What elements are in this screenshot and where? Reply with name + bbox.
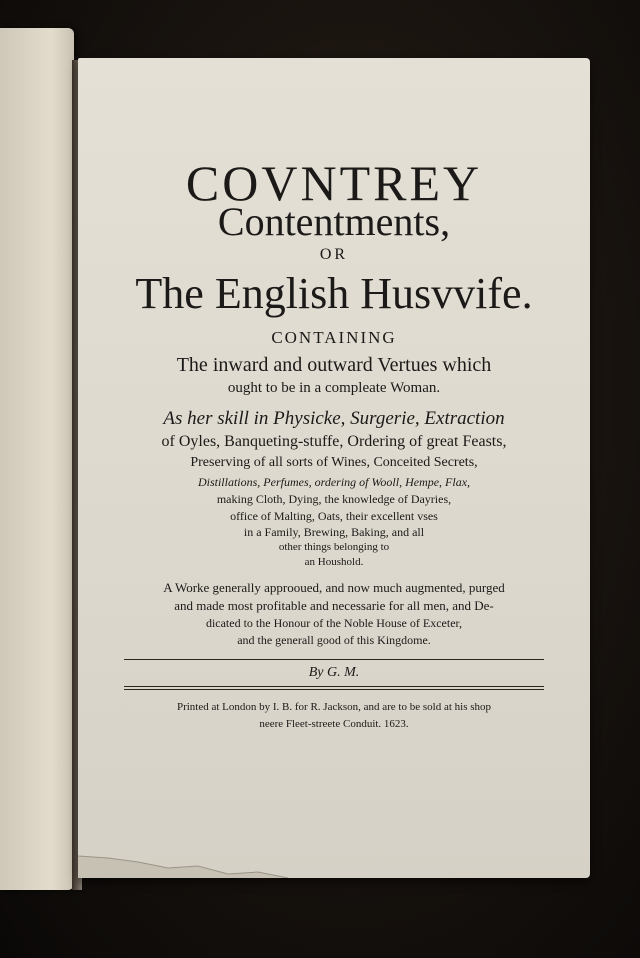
divider-rule-top [124, 659, 544, 660]
title-line-2: Contentments, [217, 199, 451, 244]
dedication-line-2: and made most profitable and necessarie for all men, and De- [174, 598, 494, 613]
contents-line-6: office of Malting, Oats, their excellent vses [230, 509, 438, 523]
divider-rule-bottom [124, 686, 544, 687]
title-page [78, 58, 590, 878]
title-or: OR [319, 246, 349, 263]
divider-rule-bottom-2 [124, 689, 544, 690]
contents-line-5: making Cloth, Dying, the knowledge of Dayries, [216, 492, 452, 506]
dedication-line-3: dicated to the Honour of the Noble House of Exceter, [205, 616, 463, 630]
contents-line-9: an Houshold. [304, 556, 364, 568]
containing-heading: CONTAINING [271, 328, 397, 347]
contents-line-2: of Oyles, Banqueting-stuffe, Ordering of great Feasts, [161, 433, 507, 450]
contents-line-7: in a Family, Brewing, Baking, and all [243, 525, 425, 539]
dedication-line-4: and the generall good of this Kingdome. [237, 633, 431, 647]
facing-page [0, 28, 74, 890]
torn-edge [78, 828, 590, 878]
contents-line-8: other things belonging to [278, 541, 390, 553]
description-line-2: ought to be in a compleate Woman. [227, 380, 441, 396]
imprint-line-2: neere Fleet-streete Conduit. 1623. [259, 718, 409, 730]
dedication-line-1: A Worke generally approoued, and now much augmented, purged [163, 580, 505, 595]
imprint-line-1: Printed at London by I. B. for R. Jackson, and are to be sold at his shop [176, 701, 492, 713]
contents-line-4: Distillations, Perfumes, ordering of Wooll, Hempe, Flax, [197, 475, 471, 489]
title-line-1: COVNTREY [185, 155, 483, 211]
contents-line-3: Preserving of all sorts of Wines, Conceited Secrets, [190, 455, 478, 470]
description-line-1: The inward and outward Vertues which [176, 354, 492, 376]
author-line: By G. M. [308, 665, 360, 680]
contents-line-1: As her skill in Physicke, Surgerie, Extraction [163, 408, 505, 429]
title-line-4: The English Husvvife. [135, 269, 533, 318]
